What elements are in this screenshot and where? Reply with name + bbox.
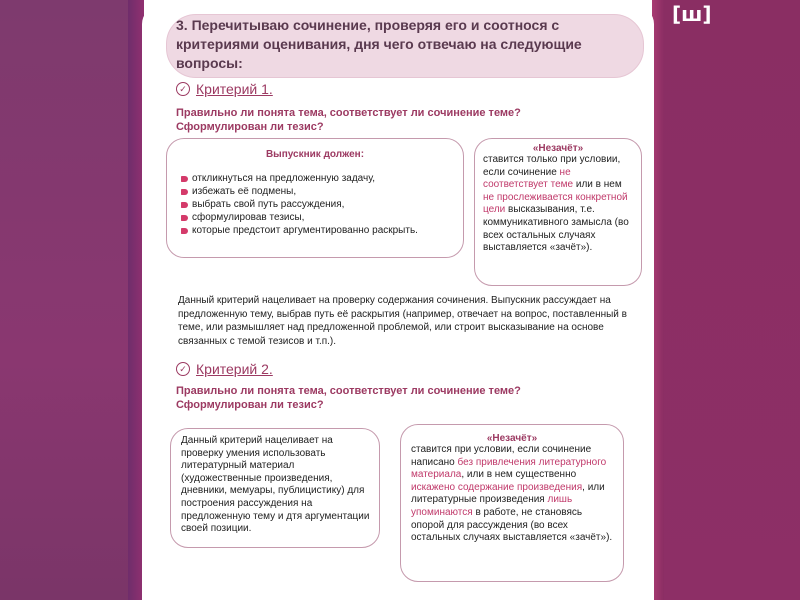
red-tag-icon (181, 176, 188, 182)
fail-text-2: ставится при условии, если сочинение написано без привлечения литературного материала, или в нем существенно искажено содержание произведения, или литературные произведения лишь упоминаются в работе, не становясь опорой для рассуждения (во всех остальных случаях выставляется «зачёт»). (411, 444, 613, 544)
criterion1-question (176, 106, 576, 134)
list-item: откликнуться на предложенную задачу, (181, 172, 463, 185)
list-item: выбрать свой путь рассуждения, (181, 198, 463, 211)
criterion2-question (176, 384, 576, 412)
fail-box-2 (400, 424, 624, 582)
check-circle-icon: ✓ (176, 362, 190, 376)
red-tag-icon (181, 228, 188, 234)
graduate-heading: Выпускник должен: (265, 149, 365, 160)
fail-text-1: ставится только при условии, если сочинение не соответствует теме или в нем не прослеживается конкретной цели высказывания, т.е. коммуникативного замысла (во всех остальных случаях выставляется «зачёт»). (483, 154, 629, 254)
red-tag-icon (181, 189, 188, 195)
criterion2-description: Данный критерий нацеливает на проверку умения использовать литературный материал (художественные произведения, дневники, мемуары, публицистику) для построения рассуждения на предложенную тему и дтя аргументации своей позиции. (181, 435, 370, 535)
list-item: избежать её подмены, (181, 185, 463, 198)
criterion1-description: Данный критерий нацеливает на проверку содержания сочинения. Выпускник рассуждает на предложенную тему, выбрав путь её раскрытия (например, отвечает на вопрос, поставленный в теме, или размышляет над предложенной проблемой, или строит высказывание на основе связанных с темой тезисов и т.п.). (178, 295, 627, 347)
red-tag-icon (181, 202, 188, 208)
list-item: которые предстоит аргументированно раскрыть. (181, 224, 463, 237)
red-tag-icon (181, 215, 188, 221)
fail-box-1 (474, 138, 642, 286)
graduate-box (166, 138, 464, 258)
criterion2-question-line2: Сформулирован ли тезис? (176, 399, 324, 411)
criterion2-heading (176, 361, 273, 377)
background-right (662, 0, 800, 600)
criterion2-label: Критерий 2. (196, 361, 273, 377)
fail-heading-1: «Незачёт» (532, 143, 584, 154)
fail-heading-2: «Незачёт» (486, 433, 538, 444)
criterion1-question-line1: Правильно ли понята тема, соответствует ли сочинение теме? (176, 107, 521, 119)
criterion1-question-line2: Сформулирован ли тезис? (176, 121, 324, 133)
graduate-list (181, 172, 463, 237)
corner-logo-icon: [ш] (672, 2, 712, 26)
criterion2-question-line1: Правильно ли понята тема, соответствует ли сочинение теме? (176, 385, 521, 397)
criterion1-label: Критерий 1. (196, 81, 273, 97)
criterion1-heading (176, 81, 273, 97)
check-circle-icon: ✓ (176, 82, 190, 96)
step-title: 3. Перечитываю сочинение, проверяя его и соотнося с критериями оценивания, дня чего отвечаю на следующие вопросы: (176, 17, 582, 71)
background-left (0, 0, 130, 600)
list-item: сформулировав тезисы, (181, 211, 463, 224)
literature-box (170, 428, 380, 548)
